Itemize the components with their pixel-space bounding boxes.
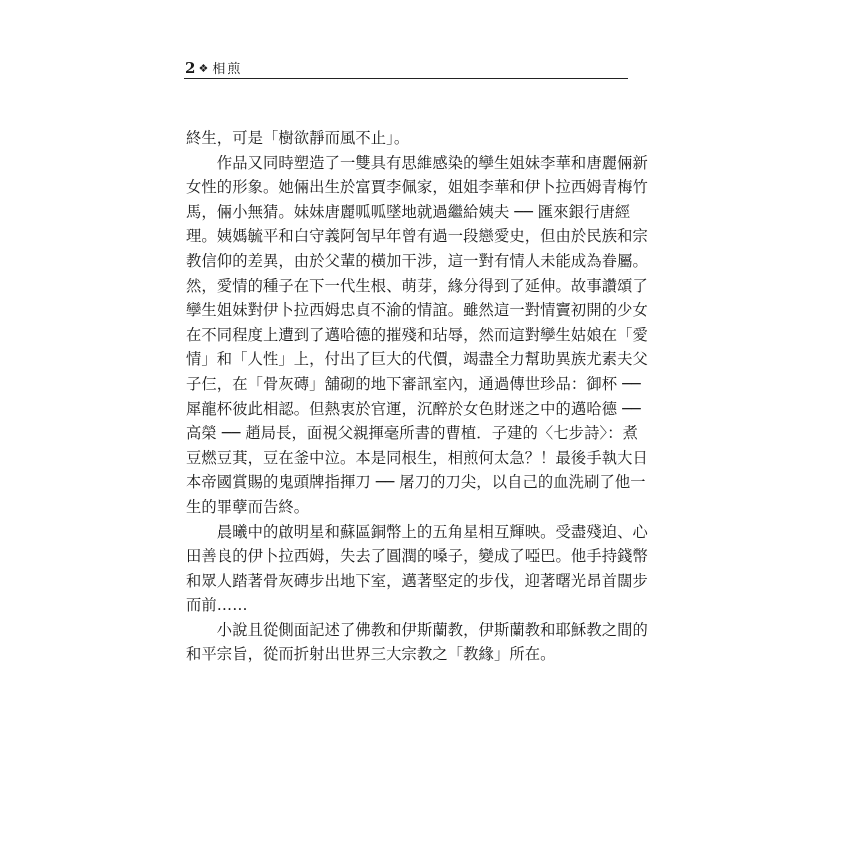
ornament-icon: ❖ (198, 62, 209, 75)
text-line: 馬，倆小無猜。妹妹唐麗呱呱墜地就過繼給姨夫 ── 匯來銀行唐經 (186, 202, 631, 221)
text-line: 本帝國賞賜的鬼頭牌指揮刀 ── 屠刀的刀尖，以自己的血洗刷了他一 (186, 473, 646, 492)
text-line: 孿生姐妹對伊卜拉西姆忠貞不渝的情誼。雖然這一對情竇初開的少女 (186, 301, 648, 320)
text-line: 在不同程度上遭到了邁哈德的摧殘和玷辱，然而這對孿生姑娘在「愛 (186, 325, 648, 344)
text-line: 高榮 ── 趙局長，面視父親揮毫所書的曹植．子建的〈七步詩〉：煮 (186, 424, 639, 443)
text-line: 終生，可是「樹欲靜而風不止」。 (186, 129, 410, 147)
text-line: 教信仰的差異，由於父輩的橫加干涉，這一對有情人未能成為眷屬。 (186, 251, 648, 270)
text-line: 然，愛情的種子在下一代生根、萌芽，緣分得到了延伸。故事讚頌了 (186, 276, 648, 295)
text-line: 而前…… (186, 596, 248, 615)
text-line: 作品又同時塑造了一雙具有思維感染的孿生姐妹李華和唐麗倆新 (186, 153, 648, 172)
text-line: 和平宗旨，從而折射出世界三大宗教之「教緣」所在。 (186, 645, 556, 664)
text-line: 犀龍杯彼此相認。但熱衷於官運，沉醉於女色財迷之中的邁哈德 ── (186, 399, 641, 418)
text-line: 子仨，在「骨灰磚」舖砌的地下審訊室內，通過傳世珍品：御杯 ── (186, 374, 641, 393)
text-line: 生的罪孽而告終。 (186, 497, 310, 516)
text-line: 晨曦中的啟明星和蘇區銅幣上的五角星相互輝映。受盡殘迫、心 (186, 522, 648, 541)
text-line: 小說且從側面記述了佛教和伊斯蘭教，伊斯蘭教和耶穌教之間的 (186, 620, 648, 639)
text-line: 情」和「人性」上，付出了巨大的代價，竭盡全力幫助異族尤素夫父 (186, 350, 648, 369)
text-line: 豆燃豆萁，豆在釜中泣。本是同根生，相煎何太急？！最後手執大日 (186, 448, 648, 467)
running-title: 相煎 (212, 62, 243, 77)
body-text (186, 126, 648, 667)
page-number: 2 (185, 59, 196, 77)
text-line: 田善良的伊卜拉西姆，失去了圓潤的嗓子，變成了啞巴。他手持錢幣 (186, 547, 648, 566)
header-rule (184, 78, 628, 79)
text-line: 和眾人踏著骨灰磚步出地下室，邁著堅定的步伐，迎著曙光昂首闊步 (186, 571, 648, 590)
text-line: 理。姨媽毓平和白守義阿訇早年曾有過一段戀愛史，但由於民族和宗 (186, 227, 648, 246)
page-header (185, 58, 628, 78)
text-line: 女性的形象。她倆出生於富賈李佩家，姐姐李華和伊卜拉西姆青梅竹 (186, 178, 648, 197)
